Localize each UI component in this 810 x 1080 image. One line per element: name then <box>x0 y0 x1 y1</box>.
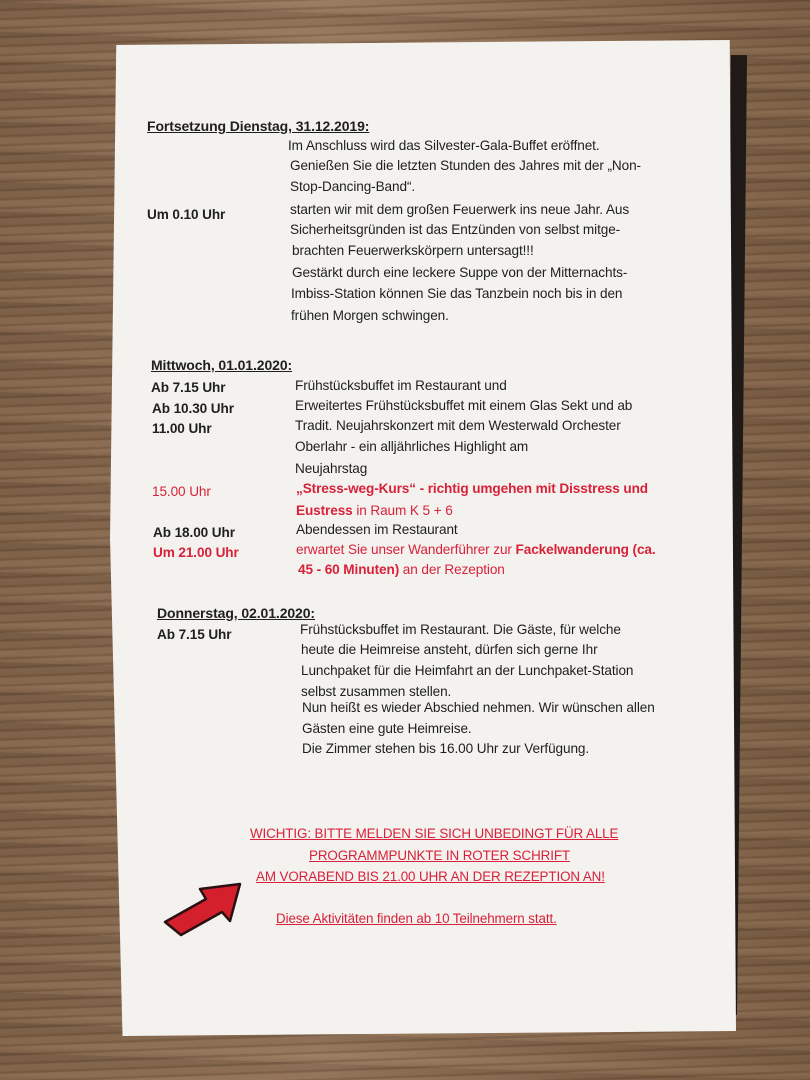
text-line: starten wir mit dem großen Feuerwerk ins neue Jahr. Aus <box>290 202 630 217</box>
text-fragment: erwartet Sie unser Wanderführer zur <box>296 542 516 557</box>
text-line: Neujahrstag <box>295 461 368 476</box>
text-line-red <box>296 503 453 518</box>
text-line: heute die Heimreise ansteht, dürfen sich gerne Ihr <box>301 642 598 657</box>
time-label: Um 0.10 Uhr <box>147 207 226 222</box>
text-line: Frühstücksbuffet im Restaurant. Die Gäste, für welche <box>300 622 621 637</box>
section-heading-wednesday: Mittwoch, 01.01.2020: <box>151 357 293 373</box>
text-line: Nun heißt es wieder Abschied nehmen. Wir wünschen allen <box>302 700 655 715</box>
text-line: Imbiss-Station können Sie das Tanzbein noch bis in den <box>291 286 623 301</box>
section-heading-thursday: Donnerstag, 02.01.2020: <box>157 605 315 621</box>
text-fragment: Fackelwanderung (ca. <box>515 542 656 557</box>
text-line: Lunchpaket für die Heimfahrt an der Lunchpaket-Station <box>301 663 634 678</box>
time-label-red: Um 21.00 Uhr <box>153 545 239 560</box>
text-line: Im Anschluss wird das Silvester-Gala-Buffet eröffnet. <box>288 138 600 153</box>
section-heading-tuesday: Fortsetzung Dienstag, 31.12.2019: <box>147 118 370 134</box>
text-line-red <box>298 562 505 577</box>
text-line: selbst zusammen stellen. <box>301 684 452 699</box>
time-label: Ab 10.30 Uhr <box>152 401 234 416</box>
notice-line: AM VORABEND BIS 21.00 UHR AN DER REZEPTION AN! <box>256 869 605 884</box>
text-line: Gästen eine gute Heimreise. <box>302 721 472 736</box>
text-line: frühen Morgen schwingen. <box>291 308 449 323</box>
text-fragment: in Raum K 5 + 6 <box>352 503 453 518</box>
red-arrow-icon <box>160 872 250 942</box>
text-line-red: „Stress-weg-Kurs“ - richtig umgehen mit Disstress und <box>296 481 648 496</box>
text-line: Die Zimmer stehen bis 16.00 Uhr zur Verfügung. <box>302 741 590 756</box>
text-line: Oberlahr - ein alljährliches Highlight am <box>295 439 529 454</box>
text-line: Tradit. Neujahrskonzert mit dem Westerwald Orchester <box>295 418 621 433</box>
text-line: Gestärkt durch eine leckere Suppe von der Mitternachts- <box>292 265 628 280</box>
time-label: Ab 7.15 Uhr <box>151 380 226 395</box>
text-line: Abendessen im Restaurant <box>296 522 458 537</box>
text-line: Frühstücksbuffet im Restaurant und <box>295 378 507 393</box>
text-line: brachten Feuerwerkskörpern untersagt!!! <box>292 243 534 258</box>
text-line: Genießen Sie die letzten Stunden des Jahres mit der „Non- <box>290 158 641 173</box>
text-line: Sicherheitsgründen ist das Entzünden von selbst mitge- <box>290 222 621 237</box>
time-label: Ab 18.00 Uhr <box>153 525 235 540</box>
notice-line: WICHTIG: BITTE MELDEN SIE SICH UNBEDINGT FÜR ALLE <box>250 826 619 841</box>
time-label: Ab 7.15 Uhr <box>157 627 232 642</box>
notice-line: PROGRAMMPUNKTE IN ROTER SCHRIFT <box>309 848 570 863</box>
text-line: Erweitertes Frühstücksbuffet mit einem Glas Sekt und ab <box>295 398 633 413</box>
time-label: 11.00 Uhr <box>152 421 212 436</box>
text-fragment: Eustress <box>296 503 353 518</box>
text-fragment: an der Rezeption <box>399 562 505 577</box>
time-label-red: 15.00 Uhr <box>152 484 211 499</box>
text-fragment: 45 - 60 Minuten) <box>298 562 400 577</box>
notice-activities-line: Diese Aktivitäten finden ab 10 Teilnehmern statt. <box>276 911 557 926</box>
text-line: Stop-Dancing-Band“. <box>290 179 416 194</box>
text-line-red <box>296 542 656 557</box>
